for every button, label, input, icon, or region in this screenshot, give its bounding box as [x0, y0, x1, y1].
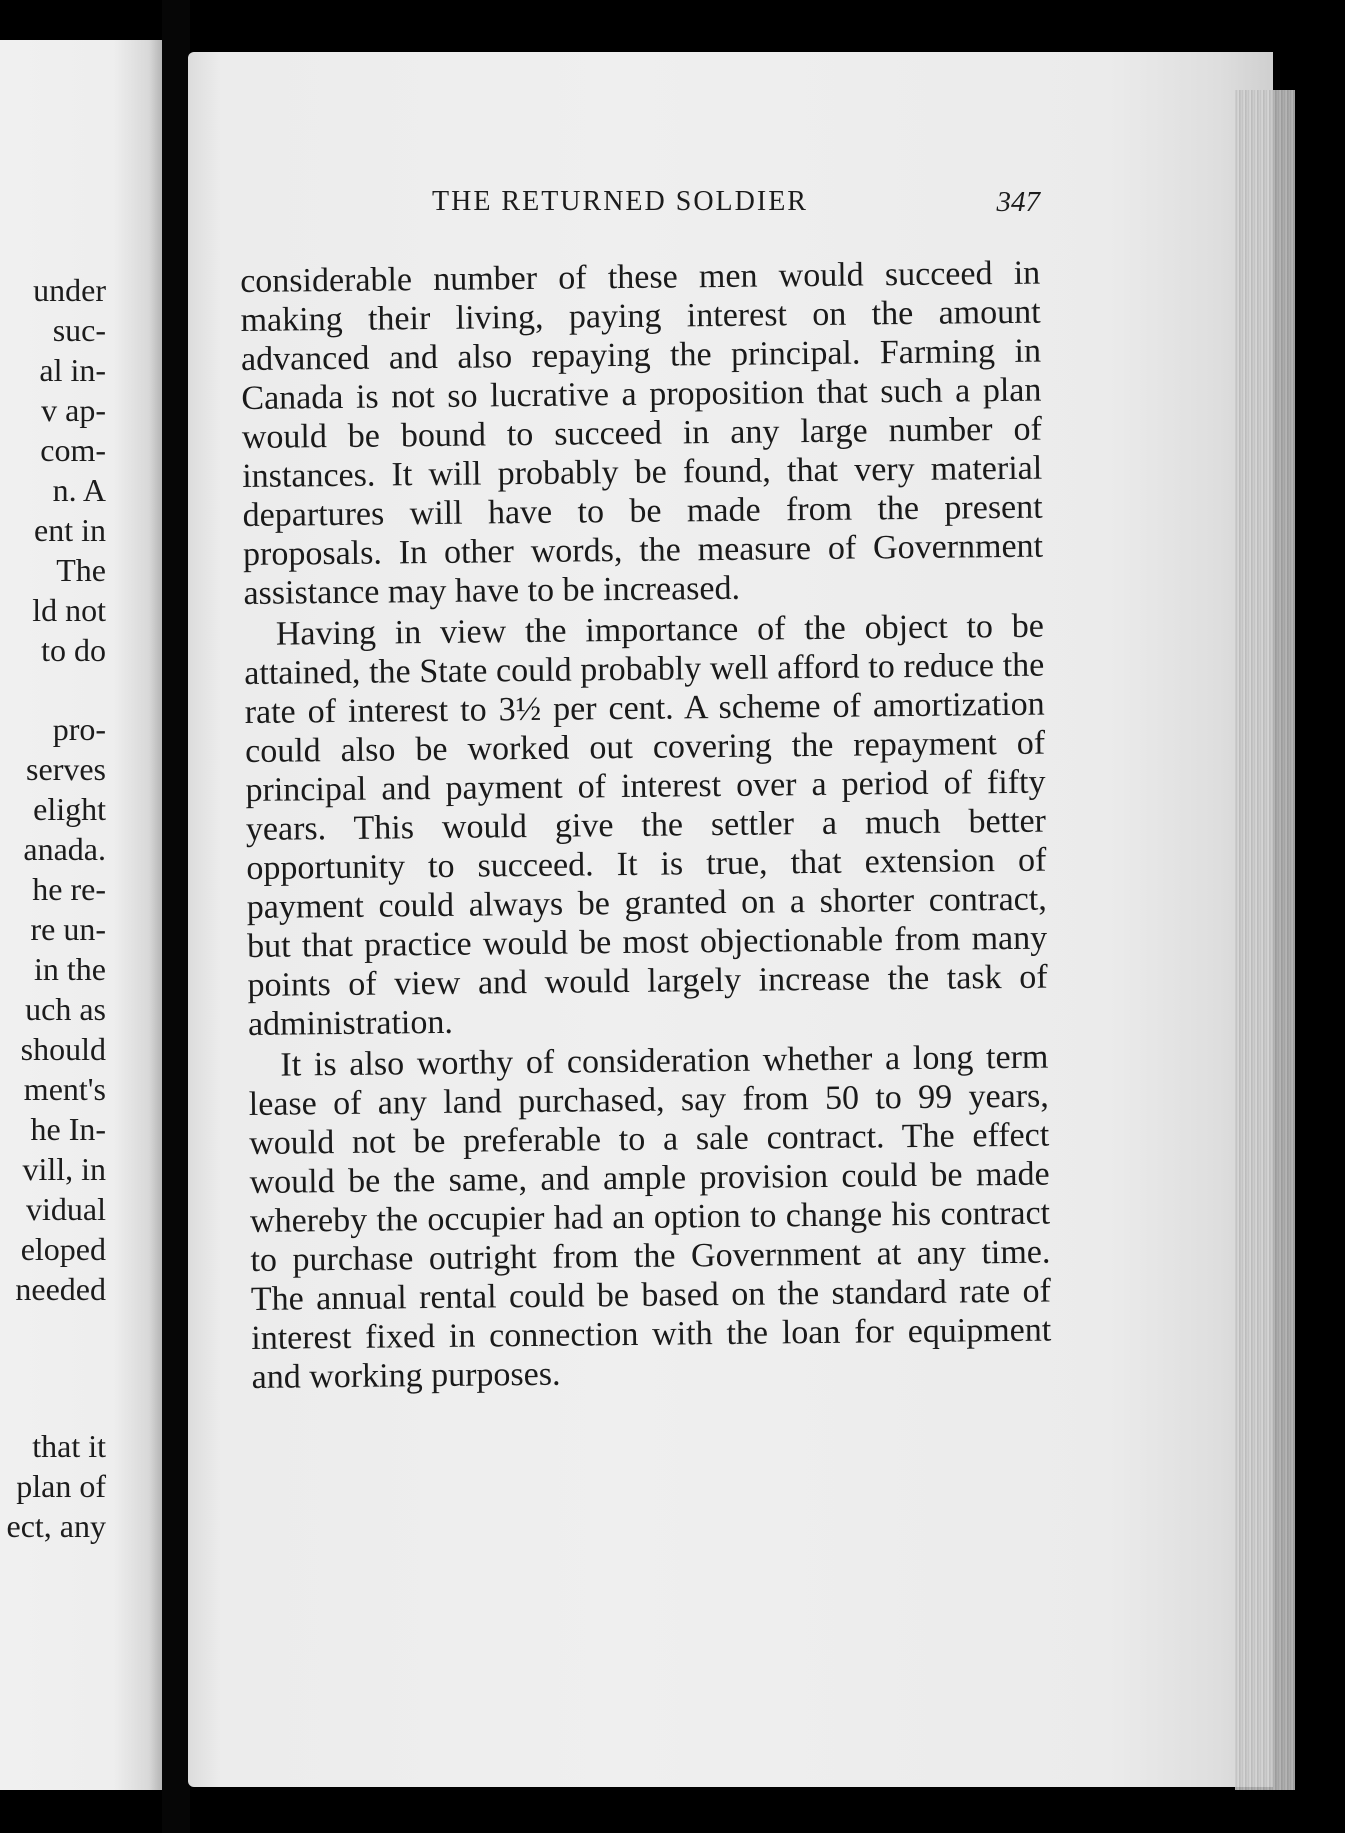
- left-line: elight: [33, 791, 106, 827]
- left-line: anada.: [23, 831, 106, 867]
- left-line: v ap-: [41, 392, 106, 428]
- left-page: [0, 40, 162, 1790]
- book-gutter: [162, 0, 190, 1833]
- left-line: plan of: [16, 1468, 106, 1504]
- left-line: n. A: [52, 472, 106, 508]
- left-line: ld not: [32, 592, 106, 628]
- left-line: in the: [34, 951, 106, 987]
- page-body: [240, 254, 1052, 1397]
- left-line: needed: [15, 1271, 106, 1307]
- left-line: to do: [41, 632, 106, 668]
- left-line: should: [20, 1031, 106, 1067]
- left-line: vill, in: [22, 1151, 106, 1187]
- left-line: ect, any: [6, 1508, 106, 1544]
- left-line: pro-: [52, 711, 106, 747]
- running-head: [240, 180, 1040, 226]
- left-line: he In-: [30, 1111, 106, 1147]
- left-line: serves: [26, 751, 106, 787]
- page-edges: [1235, 90, 1295, 1790]
- running-title: THE RETURNED SOLDIER: [432, 186, 808, 217]
- left-line: that it: [32, 1428, 106, 1464]
- left-page-text: [7, 270, 107, 1546]
- paragraph: It is also worthy of consideration whether a long term lease of any land purchased, say from 50 to 99 years, would not be preferable to a sale contract. The effect would be the same, and ample provision could be made whereby the occupier had an option to change his contract to purchase outright from the Government at any time. The annual rental could be based on the standard rate of interest fixed in connection with the loan for equipment and working purposes.: [248, 1038, 1052, 1396]
- left-line: uch as: [25, 991, 106, 1027]
- left-line: under: [33, 272, 106, 308]
- page-number: 347: [996, 186, 1040, 218]
- left-line: he re-: [32, 871, 106, 907]
- paragraph: considerable number of these men would succeed in making their living, paying interest on the amount advanced and also repaying the principal. Farming in Canada is not so lucrative a proposition that such a plan would be bound to succeed in any large number of instances. It will probably be found, that very material departures will have to be made from the present proposals. In other words, the measure of Government assistance may have to be increased.: [240, 254, 1044, 612]
- left-line: suc-: [52, 312, 106, 348]
- left-line: com-: [40, 432, 106, 468]
- left-line: al in-: [39, 352, 106, 388]
- paragraph: Having in view the importance of the object to be attained, the State could probably well afford to reduce the rate of interest to 3½ per cent. A scheme of amortization could also be worked out covering the repayment of principal and payment of interest over a period of fifty years. This would give the settler a much better opportunity to succeed. It is true, that extension of payment could always be granted on a shorter contract, but that practice would be most objectionable from many points of view and would largely increase the task of administration.: [244, 607, 1048, 1043]
- paragraph-gap: [7, 670, 107, 709]
- left-line: ment's: [23, 1071, 106, 1107]
- left-line: re un-: [30, 911, 106, 947]
- left-line: ent in: [34, 512, 106, 548]
- left-line: eloped: [20, 1231, 106, 1267]
- left-line: The: [56, 552, 106, 588]
- paragraph-gap: [7, 1309, 107, 1426]
- left-line: vidual: [26, 1191, 106, 1227]
